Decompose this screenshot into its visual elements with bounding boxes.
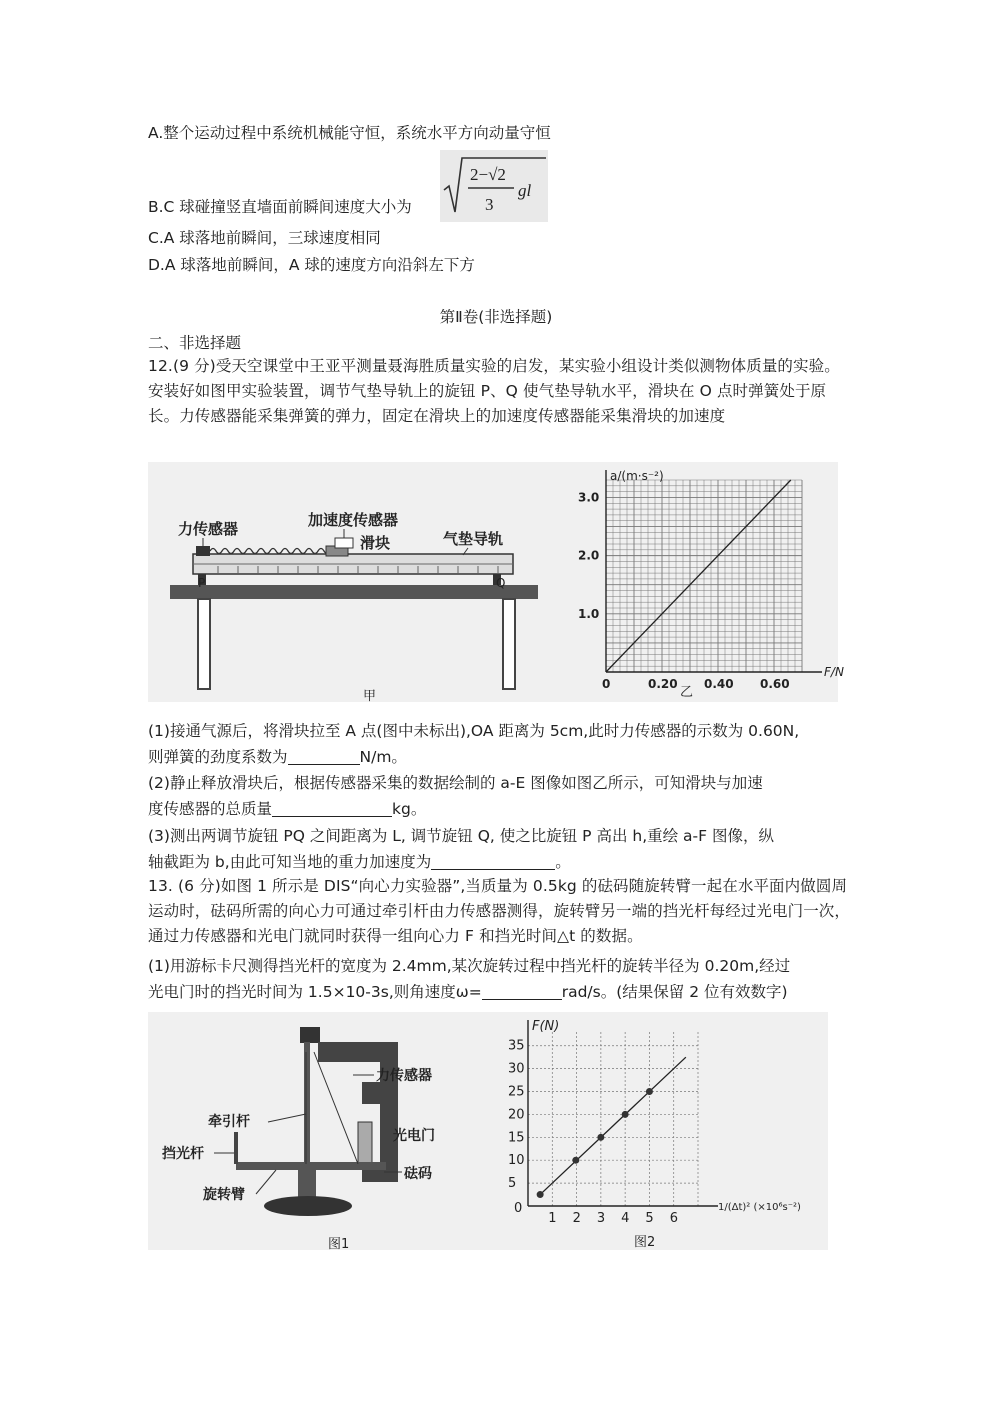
x-axis-label: F/N xyxy=(824,665,844,679)
q12-p3b-pre: 轴截距为 b,由此可知当地的重力加速度为 xyxy=(148,853,432,871)
y-tick-label: 20 xyxy=(508,1107,525,1123)
label-force-sensor-2: 力传感器 xyxy=(376,1068,432,1084)
y-tick-label: 1.0 xyxy=(578,606,600,621)
y-tick-label: 25 xyxy=(508,1084,525,1100)
y-tick-label: 3.0 xyxy=(578,490,600,505)
force-sensor-block xyxy=(196,546,210,556)
option-a: A.整个运动过程中系统机械能守恒，系统水平方向动量守恒 xyxy=(148,124,551,142)
data-point xyxy=(597,1134,604,1141)
q12-p3a: (3)测出两调节旋钮 PQ 之间距离为 L, 调节旋钮 Q, 使之比旋钮 P 高出 h,重绘 a-F 图像，纵 xyxy=(148,827,774,845)
y-tick-label: 10 xyxy=(508,1153,525,1169)
q13-p1b xyxy=(148,981,788,1003)
base-disk xyxy=(264,1196,352,1216)
label-shade-rod: 挡光杆 xyxy=(162,1146,204,1162)
q12-p1b xyxy=(148,746,407,768)
data-point xyxy=(646,1088,653,1095)
y-axis-label: a/(m·s⁻²) xyxy=(610,469,664,483)
caption-yi: 乙 xyxy=(680,685,694,700)
label-q: Q xyxy=(496,576,506,590)
label-light-gate: 光电门 xyxy=(393,1128,435,1144)
q13-intro: 13. (6 分)如图 1 所示是 DIS“向心力实验器”,当质量为 0.5kg 的砝码随旋转臂一起在水平面内做圆周运动时，砝码所需的向心力可通过牵引杆由力传感器测得，旋转臂另一端的挡光杆每经过光电门一次，通过力传感器和光电门就同时获得一组向心力 F 和挡光时间△t 的数据。 xyxy=(148,877,851,945)
label-air-track: 气垫导轨 xyxy=(443,530,504,548)
q12-p2a: (2)静止释放滑块后，根据传感器采集的数据绘制的 a-E 图像如图乙所示，可知滑块与加速 xyxy=(148,774,763,792)
x-tick-label: 0.20 xyxy=(648,677,678,691)
caption-fig1: 图1 xyxy=(328,1237,350,1252)
section-title: 第Ⅱ卷(非选择题) xyxy=(439,308,553,326)
label-p: P xyxy=(198,576,206,590)
q12-p1b-post: N/m。 xyxy=(359,748,407,766)
figure-1 xyxy=(148,1012,478,1250)
x-tick-label: 2 xyxy=(572,1211,581,1226)
x-tick-label: 6 xyxy=(669,1211,678,1226)
shade-rod xyxy=(234,1132,238,1164)
label-slider: 滑块 xyxy=(360,534,391,552)
x-tick-label: 5 xyxy=(645,1211,654,1226)
q12-intro: 12.(9 分)受天空课堂中王亚平测量聂海胜质量实验的启发，某实验小组设计类似测物体质量的实验。安装好如图甲实验装置，调节气垫导轨上的旋钮 P、Q 使气垫导轨水平，滑块在 O 点时弹簧处于原长。力传感器能采集弹簧的弹力，固定在滑块上的加速度传感器能采集滑块的加速度 xyxy=(148,357,840,425)
q13-p1a: (1)用游标卡尺测得挡光杆的宽度为 2.4mm,某次旋转过程中挡光杆的旋转半径为 0.20m,经过 xyxy=(148,957,791,975)
x-tick-label: 0.60 xyxy=(760,677,790,691)
sqrt-formula xyxy=(440,150,548,222)
x-tick-label: 4 xyxy=(621,1211,630,1226)
answer-blank-omega[interactable] xyxy=(482,983,562,1000)
y-tick-label: 5 xyxy=(508,1176,517,1192)
y-tick-label: 30 xyxy=(508,1061,525,1077)
formula-numerator: 2−√2 xyxy=(470,165,506,184)
rotating-arm xyxy=(236,1162,386,1170)
x-tick-label: 0 xyxy=(602,677,611,691)
x-tick-label: 0.40 xyxy=(704,677,734,691)
table-leg-right xyxy=(503,599,515,689)
label-pull-rod: 牵引杆 xyxy=(208,1114,250,1130)
label-arm: 旋转臂 xyxy=(203,1187,245,1203)
y-tick-label: 2.0 xyxy=(578,548,600,563)
answer-blank-gravity[interactable] xyxy=(431,853,555,870)
q13-p1b-post: rad/s。(结果保留 2 位有效数字) xyxy=(561,983,788,1001)
figure-jia xyxy=(148,462,568,702)
q12-p3b xyxy=(148,851,571,873)
q12-p1a: (1)接通气源后，将滑块拉至 A 点(图中未标出),OA 距离为 5cm,此时力传感器的示数为 0.60N, xyxy=(148,722,800,740)
label-accel-sensor: 加速度传感器 xyxy=(308,511,399,529)
formula-box xyxy=(440,150,548,222)
caption-jia: 甲 xyxy=(363,689,377,704)
formula-denominator: 3 xyxy=(485,195,494,214)
y-tick-label: 15 xyxy=(508,1130,525,1146)
q12-p3b-post: 。 xyxy=(555,853,571,871)
data-line xyxy=(540,1057,686,1194)
answer-blank-stiffness[interactable] xyxy=(288,748,360,765)
table-leg-left xyxy=(198,599,210,689)
section-subtitle: 二、非选择题 xyxy=(148,334,242,352)
q12-p1b-pre: 则弹簧的劲度系数为 xyxy=(148,748,288,766)
figure-2-chart xyxy=(480,1012,828,1250)
accel-sensor-box xyxy=(335,538,353,548)
origin-label: 0 xyxy=(514,1201,523,1216)
label-force-sensor: 力传感器 xyxy=(178,520,239,538)
light-gate-body xyxy=(358,1122,372,1166)
data-point xyxy=(572,1157,579,1164)
y-tick-label: 35 xyxy=(508,1038,525,1054)
label-weight: 砝码 xyxy=(404,1166,432,1182)
x-axis-label: 1/(Δt)² (×10⁶s⁻²) xyxy=(718,1202,801,1213)
option-b: B.C 球碰撞竖直墙面前瞬间速度大小为 xyxy=(148,198,412,216)
q12-p2b-pre: 度传感器的总质量 xyxy=(148,800,273,818)
q12-p2b-post: kg。 xyxy=(392,800,427,818)
x-tick-label: 3 xyxy=(596,1211,606,1226)
x-tick-label: 1 xyxy=(548,1211,557,1226)
option-d: D.A 球落地前瞬间，A 球的速度方向沿斜左下方 xyxy=(148,256,475,274)
option-c: C.A 球落地前瞬间，三球速度相同 xyxy=(148,229,381,247)
answer-blank-mass[interactable] xyxy=(272,800,392,817)
y-axis-label: F(N) xyxy=(532,1019,560,1034)
caption-fig2: 图2 xyxy=(634,1235,656,1250)
table-top xyxy=(170,585,538,599)
data-point xyxy=(537,1191,544,1198)
q13-p1b-pre: 光电门时的挡光时间为 1.5×10-3s,则角速度ω= xyxy=(148,983,482,1001)
formula-tail: gl xyxy=(518,181,532,200)
figure-yi-chart xyxy=(570,462,844,702)
data-point xyxy=(622,1111,629,1118)
q12-p2b xyxy=(148,798,426,820)
